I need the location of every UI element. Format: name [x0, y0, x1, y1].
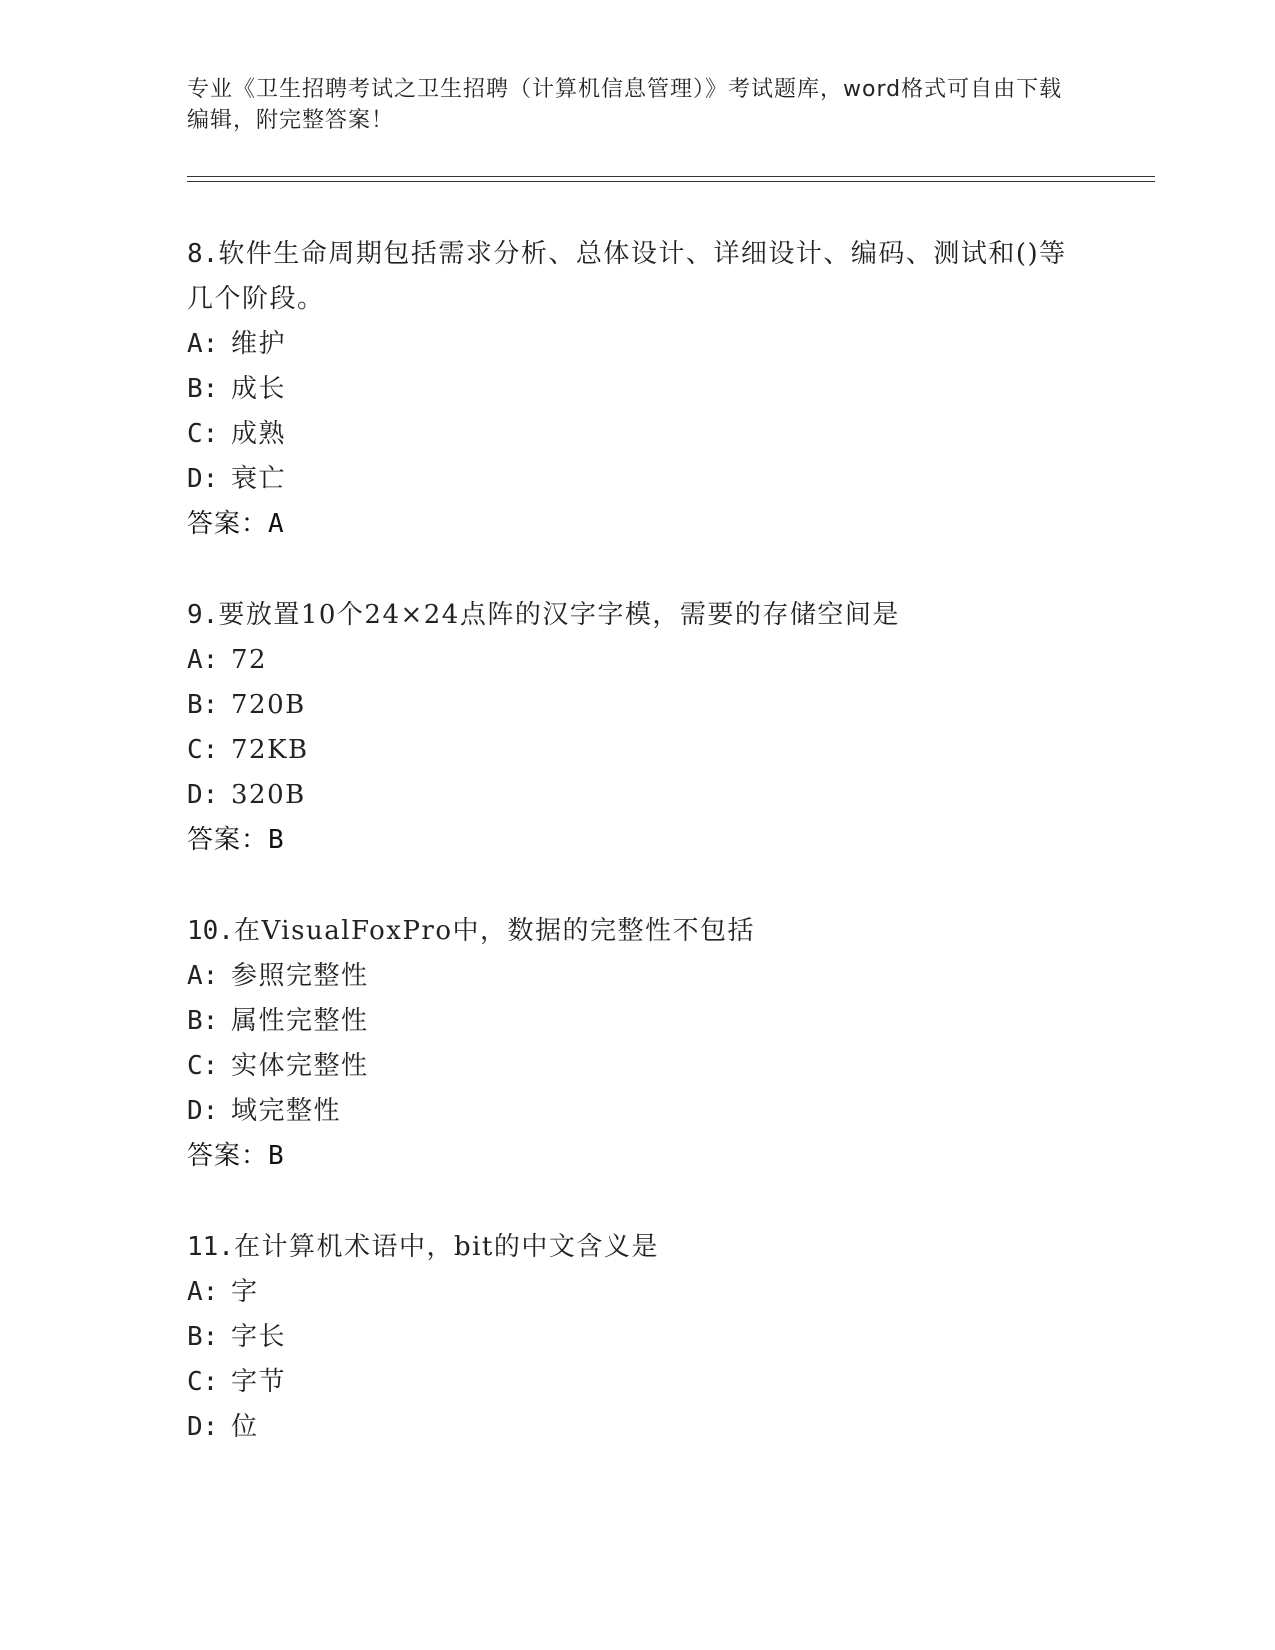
- answer-label: 答案：: [187, 1141, 269, 1171]
- question-number: 11.: [187, 1232, 234, 1262]
- question-text: 要放置10个24×24点阵的汉字字模，需要的存储空间是: [218, 600, 900, 630]
- option-a: [187, 1270, 1087, 1315]
- question-text: 在计算机术语中，bit的中文含义是: [233, 1232, 659, 1262]
- option-letter: A:: [187, 329, 219, 359]
- option-letter: B:: [187, 374, 219, 404]
- option-letter: C:: [187, 1367, 219, 1397]
- option-letter: D:: [187, 1412, 219, 1442]
- question-stem: [187, 1225, 1087, 1270]
- option-text: 720B: [231, 690, 306, 720]
- option-a: [187, 954, 1087, 999]
- option-text: 72KB: [231, 735, 309, 765]
- answer-line: [187, 818, 1087, 863]
- option-text: 参照完整性: [231, 961, 369, 991]
- option-d: [187, 1405, 1087, 1450]
- question-11: [187, 1225, 1087, 1450]
- option-text: 维护: [231, 329, 287, 359]
- option-b: [187, 683, 1087, 728]
- option-letter: C:: [187, 735, 219, 765]
- answer-line: [187, 502, 1087, 547]
- option-letter: D:: [187, 464, 219, 494]
- option-c: [187, 728, 1087, 773]
- question-number: 9.: [187, 600, 219, 630]
- answer-value: A: [268, 509, 285, 539]
- question-stem: [187, 593, 1087, 638]
- option-text: 域完整性: [231, 1096, 342, 1126]
- question-9: [187, 593, 1087, 863]
- question-number: 10.: [187, 916, 234, 946]
- option-d: [187, 773, 1087, 818]
- option-text: 字长: [231, 1322, 287, 1352]
- option-text: 字: [231, 1277, 259, 1307]
- answer-value: B: [268, 1141, 285, 1171]
- option-text: 72: [231, 645, 268, 675]
- answer-value: B: [268, 825, 285, 855]
- option-b: [187, 1315, 1087, 1360]
- option-c: [187, 1360, 1087, 1405]
- option-letter: C:: [187, 1051, 219, 1081]
- option-text: 成长: [231, 374, 287, 404]
- option-letter: B:: [187, 690, 219, 720]
- option-text: 实体完整性: [231, 1051, 369, 1081]
- option-a: [187, 638, 1087, 683]
- question-stem: [187, 232, 1087, 322]
- option-c: [187, 1044, 1087, 1089]
- question-10: [187, 909, 1087, 1179]
- option-text: 属性完整性: [231, 1006, 369, 1036]
- option-letter: B:: [187, 1322, 219, 1352]
- option-text: 320B: [231, 780, 306, 810]
- option-letter: A:: [187, 1277, 219, 1307]
- answer-label: 答案：: [187, 825, 269, 855]
- option-letter: D:: [187, 1096, 219, 1126]
- question-8: [187, 232, 1087, 547]
- question-text: 在VisualFoxPro中，数据的完整性不包括: [233, 916, 756, 946]
- option-letter: A:: [187, 645, 219, 675]
- question-text: 软件生命周期包括需求分析、总体设计、详细设计、编码、测试和()等几个阶段。: [187, 239, 1067, 314]
- option-b: [187, 367, 1087, 412]
- option-letter: C:: [187, 419, 219, 449]
- question-number: 8.: [187, 239, 219, 269]
- answer-line: [187, 1134, 1087, 1179]
- option-text: 成熟: [231, 419, 287, 449]
- option-text: 位: [231, 1412, 259, 1442]
- option-c: [187, 412, 1087, 457]
- option-d: [187, 457, 1087, 502]
- option-letter: A:: [187, 961, 219, 991]
- option-d: [187, 1089, 1087, 1134]
- option-b: [187, 999, 1087, 1044]
- answer-label: 答案：: [187, 509, 269, 539]
- header-rule-top: [187, 176, 1155, 177]
- question-stem: [187, 909, 1087, 954]
- option-a: [187, 322, 1087, 367]
- header-rule-bottom: [187, 181, 1155, 182]
- option-letter: B:: [187, 1006, 219, 1036]
- option-letter: D:: [187, 780, 219, 810]
- header-text: 专业《卫生招聘考试之卫生招聘（计算机信息管理）》考试题库，word格式可自由下载编辑，附完整答案！: [187, 77, 1063, 133]
- option-text: 字节: [231, 1367, 287, 1397]
- option-text: 衰亡: [231, 464, 287, 494]
